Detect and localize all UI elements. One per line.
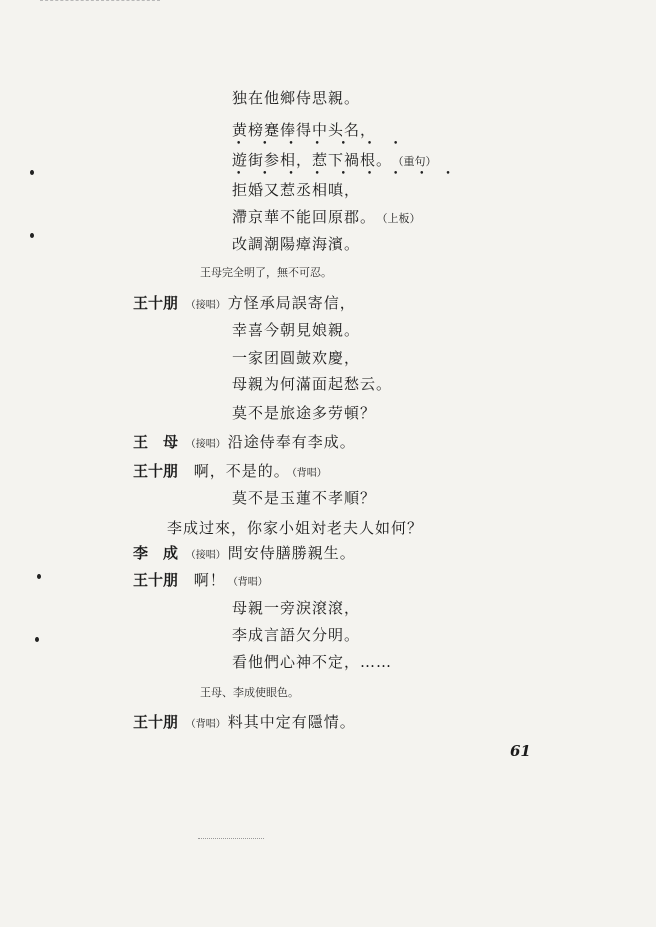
speech-text: 方怪承局誤寄信， [227, 294, 356, 312]
verse-text: 滯京華不能回原郡。 [232, 208, 377, 226]
scan-top-mark [40, 0, 160, 3]
scan-bottom-mark [198, 838, 264, 839]
verse-text: 遊街参相，惹下禍根。 [232, 151, 393, 169]
speech-line [133, 432, 356, 455]
role-name: 王十朋 [133, 462, 179, 480]
verse-line: 改調潮陽瘴海濱。 [232, 235, 361, 253]
speech-text: 料其中定有隱情。 [227, 713, 356, 731]
cue-label: （背唱） [291, 468, 327, 479]
role-name: 王十朋 [133, 294, 179, 312]
spoken-line: 李成过來，你家小姐対老夫人如何？ [167, 519, 424, 537]
cue-label: （背唱） [227, 577, 268, 588]
speech-text: 啊，不是的。 [193, 462, 290, 480]
cue-label: （接唱） [185, 300, 226, 311]
verse-line: 看他們心神不定，…… [232, 653, 393, 671]
speech-line [133, 570, 270, 593]
cue-label: （背唱） [185, 719, 226, 730]
verse-line: 莫不是旅途多劳頓？ [232, 404, 377, 422]
verse-note: （重句） [398, 155, 437, 168]
verse-line: 幸喜今朝見娘親。 [232, 321, 361, 339]
role-name: 李 成 [133, 544, 179, 562]
role-name: 王十朋 [133, 571, 179, 589]
verse-line: 李成言語欠分明。 [232, 626, 361, 644]
speech-text: 問安侍膳勝親生。 [227, 544, 356, 562]
role-name: 王十朋 [133, 713, 179, 731]
cue-label: （接唱） [185, 550, 226, 561]
speech-text: 沿途侍奉有李成。 [227, 433, 356, 451]
margin-dot [37, 574, 41, 579]
verse-line [232, 207, 421, 229]
speech-line [133, 293, 356, 316]
verse-line: 黄榜蹇俸得中头名， [232, 121, 377, 139]
verse-line: 莫不是玉蓮不孝順？ [232, 489, 377, 507]
role-name: 王 母 [133, 433, 179, 451]
speech-text: 啊！ [193, 571, 226, 589]
margin-dot [30, 170, 34, 175]
stage-direction: 王母完全明了，無不可忍。 [200, 266, 332, 279]
verse-line: 母親为何滿面起愁云。 [232, 375, 393, 393]
verse-line: 母親一旁淚滾滾， [232, 599, 361, 617]
cue-label: （接唱） [185, 439, 226, 450]
margin-dot [35, 637, 39, 642]
stage-direction: 王母、李成使眼色。 [200, 686, 299, 699]
speech-line [133, 712, 356, 735]
emphasis-dots: • • • • • • • • • [236, 169, 460, 179]
emphasis-dots: • • • • • • • [236, 139, 408, 149]
verse-line: 独在他鄉侍思親。 [232, 89, 361, 107]
verse-line: 一家团圓皷欢慶， [232, 349, 361, 367]
page-number: 61 [510, 742, 531, 760]
margin-dot [30, 233, 34, 238]
speech-line [133, 461, 329, 484]
verse-line: 拒婚又惹丞相嗔， [232, 181, 361, 199]
speech-line [133, 543, 356, 566]
verse-note: （上板） [382, 212, 421, 225]
